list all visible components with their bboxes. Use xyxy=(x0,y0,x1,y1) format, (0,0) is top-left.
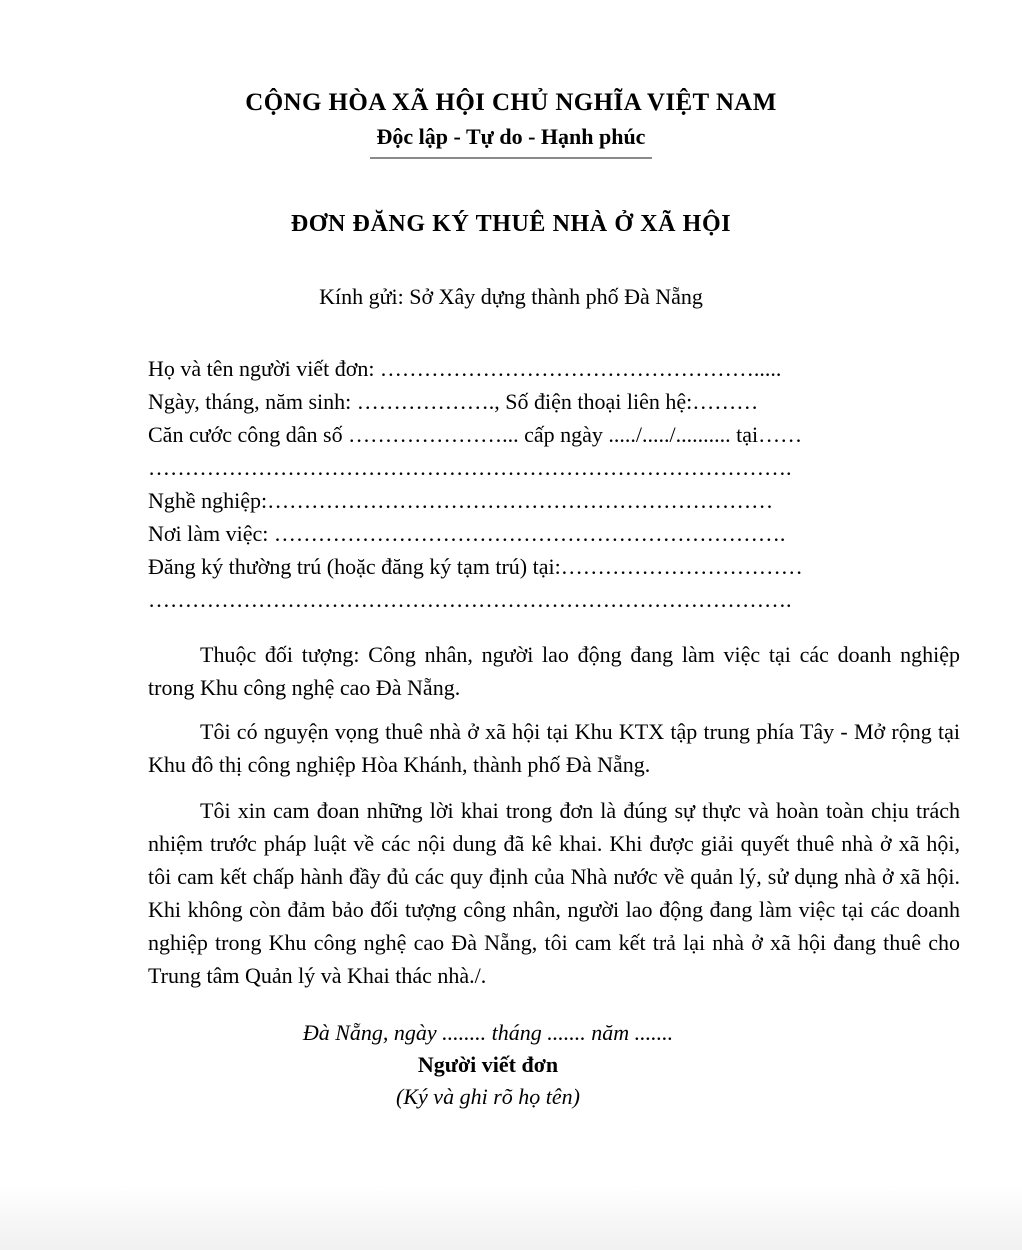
field-residence-continuation: ……………………………………………………………………………. xyxy=(148,586,792,612)
field-workplace: Nơi làm việc: ……………………………………………………………. xyxy=(148,520,786,546)
recipient-line: Kính gửi: Sở Xây dựng thành phố Đà Nẵng xyxy=(319,283,703,309)
field-id-number: Căn cước công dân số …………………... cấp ngày ...../...../.......... tại…… xyxy=(148,421,803,447)
national-motto: Độc lập - Tự do - Hạnh phúc xyxy=(376,123,646,149)
field-residence: Đăng ký thường trú (hoặc đăng ký tạm trú) tại:…………………………… xyxy=(148,553,803,579)
signature-role-label: Người viết đơn xyxy=(417,1051,559,1077)
signature-block xyxy=(0,1018,976,1112)
country-name: CỘNG HÒA XÃ HỘI CHỦ NGHĨA VIỆT NAM xyxy=(245,89,777,116)
field-full-name: Họ và tên người viết đơn: ……………………………………………..... xyxy=(148,355,782,381)
motto-underline-rule xyxy=(370,157,652,159)
document-body xyxy=(148,638,960,992)
field-occupation: Nghề nghiệp:…………………………………………………………… xyxy=(148,487,774,513)
page-bottom-shading xyxy=(0,1130,1022,1250)
paragraph-request: Tôi có nguyện vọng thuê nhà ở xã hội tại Khu KTX tập trung phía Tây - Mở rộng tại Khu đô thị công nghiệp Hòa Khánh, thành phố Đà Nẵng. xyxy=(148,718,960,777)
field-id-place-continuation: ……………………………………………………………………………. xyxy=(148,454,792,480)
page-title: ĐƠN ĐĂNG KÝ THUÊ NHÀ Ở XÃ HỘI xyxy=(290,210,732,237)
applicant-fields xyxy=(148,352,960,616)
paragraph-commitment: Tôi xin cam đoan những lời khai trong đơn là đúng sự thực và hoàn toàn chịu trách nhiệm trước pháp luật về các nội dung đã kê khai. Khi được giải quyết thuê nhà ở xã hội, tôi cam kết chấp hành đầy đủ các quy định của Nhà nước về quản lý, sử dụng nhà ở xã hội. Khi không còn đảm bảo đối tượng công nhân, người lao động đang làm việc tại các doanh nghiệp trong Khu công nghệ cao Đà Nẵng, tôi cam kết trả lại nhà ở xã hội đang thuê cho Trung tâm Quản lý và Khai thác nhà./. xyxy=(148,797,960,988)
paragraph-eligibility: Thuộc đối tượng: Công nhân, người lao động đang làm việc tại các doanh nghiệp trong Khu công nghệ cao Đà Nẵng. xyxy=(148,641,960,700)
field-birthdate-phone: Ngày, tháng, năm sinh: ………………., Số điện thoại liên hệ:……… xyxy=(148,388,759,414)
national-header xyxy=(0,88,1022,159)
signature-instruction: (Ký và ghi rõ họ tên) xyxy=(396,1083,580,1109)
signature-date-line: Đà Nẵng, ngày ........ tháng ....... năm ....... xyxy=(302,1019,674,1045)
document-page xyxy=(0,88,1022,1112)
